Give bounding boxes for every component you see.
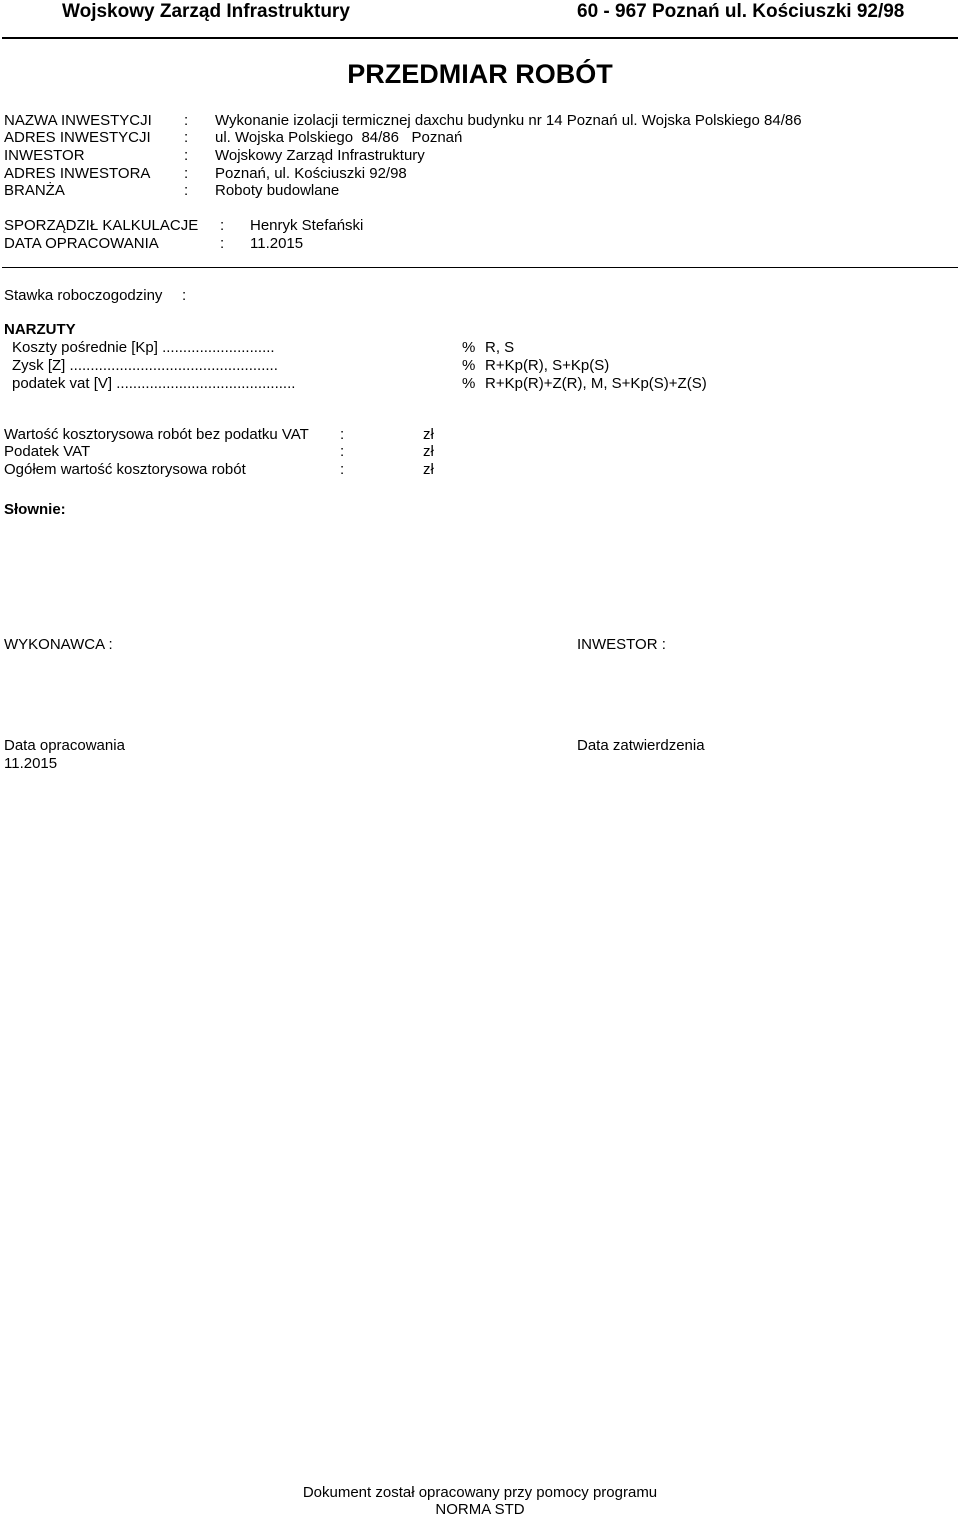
surcharge-basis: R, S: [485, 339, 515, 356]
rate-sep: :: [182, 287, 187, 304]
footer-line-1: Dokument został opracowany przy pomocy programu: [302, 1484, 658, 1501]
surcharge-label: Zysk [Z] ..................................................: [12, 357, 278, 374]
info-value: Wykonanie izolacji termicznej daxchu budynku nr 14 Poznań ul. Wojska Polskiego 84/86: [215, 112, 802, 129]
contractor-label: WYKONAWCA :: [4, 636, 113, 653]
info-label: ADRES INWESTORA: [4, 165, 151, 182]
surcharge-basis: R+Kp(R)+Z(R), M, S+Kp(S)+Z(S): [485, 375, 707, 392]
info-sep: :: [184, 165, 189, 182]
info-label: ADRES INWESTYCJI: [4, 129, 151, 146]
total-currency: zł: [423, 443, 434, 460]
prepared-label: DATA OPRACOWANIA: [4, 235, 159, 252]
surcharge-label: podatek vat [V] ...........................................: [12, 375, 296, 392]
header-organization: Wojskowy Zarząd Infrastruktury: [62, 1, 350, 22]
info-label: INWESTOR: [4, 147, 85, 164]
info-label: BRANŻA: [4, 182, 65, 199]
info-sep: :: [184, 112, 189, 129]
words-label: Słownie:: [4, 501, 66, 518]
prep-date-value: 11.2015: [4, 755, 58, 772]
investor-label: INWESTOR :: [577, 636, 666, 653]
info-value: Roboty budowlane: [215, 182, 340, 199]
approval-date-label: Data zatwierdzenia: [577, 737, 705, 754]
info-value: Wojskowy Zarząd Infrastruktury: [215, 147, 425, 164]
surcharge-unit: %: [462, 357, 476, 374]
header-address: 60 - 967 Poznań ul. Kościuszki 92/98: [577, 1, 905, 22]
prepared-value: 11.2015: [250, 235, 304, 252]
prepared-label: SPORZĄDZIŁ KALKULACJE: [4, 217, 199, 234]
section-rule: [2, 267, 958, 268]
prepared-sep: :: [220, 217, 225, 234]
surcharge-unit: %: [462, 375, 476, 392]
footer-line-2: NORMA STD: [435, 1501, 525, 1518]
total-currency: zł: [423, 461, 434, 478]
total-label: Podatek VAT: [4, 443, 91, 460]
info-sep: :: [184, 129, 189, 146]
prep-date-label: Data opracowania: [4, 737, 125, 754]
total-sep: :: [340, 426, 345, 443]
total-label: Wartość kosztorysowa robót bez podatku VAT: [4, 426, 309, 443]
info-value: Poznań, ul. Kościuszki 92/98: [215, 165, 407, 182]
rate-label: Stawka roboczogodziny: [4, 287, 163, 304]
total-currency: zł: [423, 426, 434, 443]
surcharge-label: Koszty pośrednie [Kp] ...........................: [12, 339, 275, 356]
info-sep: :: [184, 182, 189, 199]
surcharges-heading: NARZUTY: [4, 321, 76, 338]
header-rule: [2, 37, 958, 39]
total-sep: :: [340, 461, 345, 478]
page-title: PRZEDMIAR ROBÓT: [347, 59, 613, 89]
total-label: Ogółem wartość kosztorysowa robót: [4, 461, 246, 478]
surcharge-basis: R+Kp(R), S+Kp(S): [485, 357, 610, 374]
info-value: ul. Wojska Polskiego 84/86 Poznań: [215, 129, 463, 146]
surcharge-unit: %: [462, 339, 476, 356]
prepared-sep: :: [220, 235, 225, 252]
info-sep: :: [184, 147, 189, 164]
info-label: NAZWA INWESTYCJI: [4, 112, 152, 129]
total-sep: :: [340, 443, 345, 460]
prepared-value: Henryk Stefański: [250, 217, 364, 234]
